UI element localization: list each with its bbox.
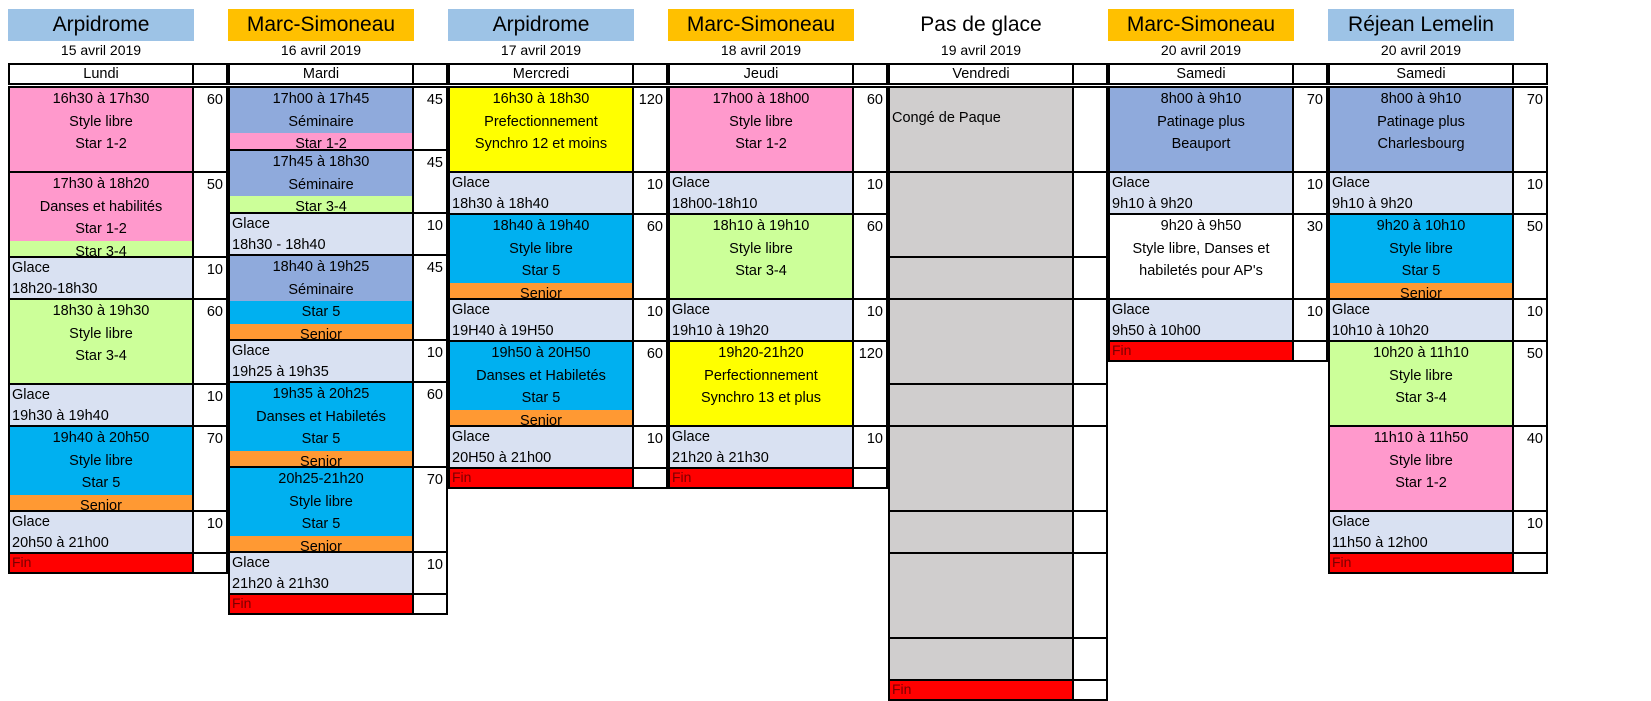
ice-label: 18h30 à 18h40 (452, 196, 549, 212)
session-label: Senior (1328, 283, 1514, 301)
duration-cell: 60 (412, 381, 448, 468)
venue-title: Marc-Simoneau (668, 9, 854, 41)
duration-cell: 10 (412, 339, 448, 383)
session-time: 18h30 à 19h30 (52, 303, 150, 319)
duration-cell: 10 (1292, 171, 1328, 215)
session-time: 20h25-21h20 (278, 471, 364, 487)
day-header-duration (1292, 63, 1328, 85)
duration-cell: 120 (632, 86, 668, 173)
duration-cell (1512, 552, 1548, 574)
session-label: Style libre (509, 240, 573, 257)
ice-label: 18h30 - 18h40 (232, 237, 326, 253)
session-label: Style libre (1389, 367, 1453, 384)
venue-title: Pas de glace (920, 13, 1042, 36)
ice-label: 19h25 à 19h35 (232, 364, 329, 380)
duration-cell: 60 (192, 86, 228, 173)
session-label: Perfectionnement (704, 367, 818, 384)
session-block (228, 86, 414, 151)
duration-cell: 10 (632, 171, 668, 215)
ice-label: 9h50 à 10h00 (1112, 323, 1201, 339)
session-label: Star 5 (521, 390, 561, 406)
session-block (1328, 340, 1514, 427)
session-time: 16h30 à 17h30 (52, 91, 150, 107)
duration-cell: 120 (852, 340, 888, 427)
session-time: 18h40 à 19h25 (272, 259, 370, 275)
session-block (228, 149, 414, 214)
session-label: Danses et Habiletés (256, 408, 386, 425)
venue-title: Réjean Lemelin (1328, 9, 1514, 41)
session-label: Star 5 (228, 301, 414, 324)
ice-label: Glace (672, 302, 710, 318)
session-label: Star 3-4 (228, 196, 414, 214)
session-time: 9h20 à 9h50 (1160, 218, 1242, 234)
duration-cell: 50 (192, 171, 228, 258)
session-time: 18h40 à 19h40 (492, 218, 590, 234)
session-label: Style libre (69, 452, 133, 469)
date-label: 16 avril 2019 (280, 42, 362, 58)
duration-cell (632, 467, 668, 489)
duration-cell: 10 (632, 298, 668, 342)
ice-label: Glace (1332, 302, 1370, 318)
ice-resurfacing-block (668, 298, 854, 342)
ice-label: Glace (232, 555, 270, 571)
duration-cell: 30 (1292, 213, 1328, 300)
ice-resurfacing-block (1328, 298, 1514, 342)
duration-cell (1072, 383, 1108, 427)
session-label: Star 3-4 (1395, 390, 1447, 406)
session-block (448, 340, 634, 427)
session-label: Star 5 (301, 516, 341, 532)
ice-label: Glace (672, 429, 710, 445)
ice-label: 21h20 à 21h30 (672, 450, 769, 466)
session-time: 17h30 à 18h20 (52, 176, 150, 192)
session-time: 19h50 à 20H50 (491, 345, 591, 361)
session-label: Patinage plus (1157, 113, 1245, 130)
session-block (1328, 213, 1514, 300)
duration-cell: 60 (852, 86, 888, 173)
ice-resurfacing-block (1328, 171, 1514, 215)
duration-cell: 10 (192, 383, 228, 427)
ice-label: Glace (12, 260, 50, 276)
duration-cell: 10 (1512, 298, 1548, 342)
session-label: Danses et habilités (39, 198, 163, 215)
venue-title: Arpidrome (448, 9, 634, 41)
duration-cell (192, 552, 228, 574)
ice-label: Glace (1112, 302, 1150, 318)
session-label: Star 3-4 (735, 263, 787, 279)
day-header: Mardi (228, 63, 414, 85)
day-header: Lundi (8, 63, 194, 85)
ice-resurfacing-block (668, 171, 854, 215)
session-label: Prefectionnement (484, 113, 598, 130)
duration-cell: 70 (1292, 86, 1328, 173)
closed-block (888, 256, 1074, 300)
ice-label: Glace (232, 216, 270, 232)
session-time: 19h20-21h20 (718, 345, 804, 361)
session-time: Séminaire (288, 113, 354, 130)
duration-cell: 10 (852, 171, 888, 215)
ice-resurfacing-block (8, 256, 194, 300)
closed-block (888, 298, 1074, 385)
session-label: Star 3-4 (8, 241, 194, 259)
ice-resurfacing-block (1108, 171, 1294, 215)
duration-cell (1072, 510, 1108, 554)
ice-label: 18h20-18h30 (12, 281, 98, 297)
date-label: 17 avril 2019 (500, 42, 582, 58)
day-header: Samedi (1108, 63, 1294, 85)
session-time: 11h10 à 11h50 (1373, 430, 1469, 446)
day-header-duration (852, 63, 888, 85)
ice-label: Glace (12, 387, 50, 403)
duration-cell: 60 (632, 213, 668, 300)
session-block (8, 298, 194, 385)
duration-cell (1072, 637, 1108, 681)
duration-cell: 40 (1512, 425, 1548, 512)
venue-title: Marc-Simoneau (1108, 9, 1294, 41)
duration-cell: 10 (192, 510, 228, 554)
duration-cell: 45 (412, 149, 448, 214)
ice-label: 19h10 à 19h20 (672, 323, 769, 339)
session-block (1108, 86, 1294, 173)
fin-row: Fin (1108, 340, 1294, 362)
session-time: 17h00 à 18h00 (712, 91, 810, 107)
duration-cell: 50 (1512, 340, 1548, 427)
day-header-duration (1072, 63, 1108, 85)
session-time: 19h40 à 20h50 (52, 430, 150, 446)
session-label: Senior (228, 451, 414, 469)
duration-cell: 10 (412, 551, 448, 595)
duration-cell: 70 (1512, 86, 1548, 173)
ice-resurfacing-block (448, 298, 634, 342)
duration-cell: 45 (412, 254, 448, 341)
fin-row: Fin (448, 467, 634, 489)
session-label: Star 1-2 (1395, 475, 1447, 491)
ice-label: Glace (1112, 175, 1150, 191)
session-block (668, 86, 854, 173)
fin-row: Fin (228, 593, 414, 615)
ice-label: 9h10 à 9h20 (1112, 196, 1193, 212)
session-label: habiletés pour AP's (1139, 263, 1263, 279)
duration-cell (1072, 552, 1108, 639)
duration-cell: 60 (632, 340, 668, 427)
ice-label: Glace (452, 429, 490, 445)
duration-cell (1072, 171, 1108, 258)
ice-resurfacing-block (1328, 510, 1514, 554)
session-label: Star 1-2 (75, 221, 127, 237)
session-block (448, 86, 634, 173)
date-label: 20 avril 2019 (1160, 42, 1242, 58)
session-label: Star 5 (81, 475, 121, 491)
session-label: Star 1-2 (228, 133, 414, 151)
duration-cell (1292, 340, 1328, 362)
duration-cell: 50 (1512, 213, 1548, 300)
fin-row: Fin (8, 552, 194, 574)
session-label: Synchro 12 et moins (474, 136, 608, 152)
ice-label: Glace (452, 175, 490, 191)
ice-label: 18h00-18h10 (672, 196, 758, 212)
session-block (8, 425, 194, 512)
day-header-duration (192, 63, 228, 85)
duration-cell (852, 467, 888, 489)
duration-cell: 10 (1512, 171, 1548, 215)
session-time: 9h20 à 10h10 (1376, 218, 1466, 234)
closed-block (888, 383, 1074, 427)
duration-cell: 60 (852, 213, 888, 300)
session-label: Charlesbourg (1377, 136, 1465, 152)
session-block (668, 340, 854, 427)
session-block (228, 466, 414, 553)
session-label: Beauport (1171, 136, 1231, 152)
ice-label: Glace (672, 175, 710, 191)
session-time: 10h20 à 11h10 (1373, 345, 1469, 361)
session-label: Star 5 (301, 431, 341, 447)
ice-label: Glace (1332, 514, 1370, 530)
duration-cell: 10 (632, 425, 668, 469)
ice-label: 11h50 à 12h00 (1332, 535, 1428, 551)
session-label: Style libre (69, 325, 133, 342)
ice-resurfacing-block (8, 510, 194, 554)
fin-row: Fin (668, 467, 854, 489)
session-time: 17h45 à 18h30 (272, 154, 370, 170)
closed-note: Congé de Paque (892, 110, 1001, 126)
venue-title: Arpidrome (8, 9, 194, 41)
day-header: Mercredi (448, 63, 634, 85)
ice-label: 9h10 à 9h20 (1332, 196, 1413, 212)
session-label: Star 5 (521, 263, 561, 279)
ice-label: Glace (12, 514, 50, 530)
session-label: Synchro 13 et plus (700, 390, 822, 406)
date-label: 15 avril 2019 (60, 42, 142, 58)
closed-block (888, 637, 1074, 681)
session-label: Senior (448, 283, 634, 301)
duration-cell: 10 (852, 298, 888, 342)
duration-cell: 10 (192, 256, 228, 300)
ice-label: 20h50 à 21h00 (12, 535, 109, 551)
duration-cell: 70 (192, 425, 228, 512)
session-time: 16h30 à 18h30 (492, 91, 590, 107)
duration-cell: 45 (412, 86, 448, 151)
session-label: Star 5 (1401, 263, 1441, 279)
session-block (8, 171, 194, 258)
ice-resurfacing-block (1108, 298, 1294, 342)
ice-resurfacing-block (8, 383, 194, 427)
ice-label: Glace (232, 343, 270, 359)
session-time: 8h00 à 9h10 (1380, 91, 1462, 107)
day-header-duration (1512, 63, 1548, 85)
fin-row: Fin (888, 679, 1074, 701)
date-label: 18 avril 2019 (720, 42, 802, 58)
day-header: Jeudi (668, 63, 854, 85)
ice-resurfacing-block (448, 425, 634, 469)
session-time: 19h35 à 20h25 (272, 386, 370, 402)
session-label: Style libre (729, 113, 793, 130)
duration-cell (1072, 298, 1108, 385)
duration-cell: 10 (1292, 298, 1328, 342)
day-header-duration (412, 63, 448, 85)
duration-cell (1072, 425, 1108, 512)
duration-cell (1072, 256, 1108, 300)
duration-cell: 60 (192, 298, 228, 385)
ice-resurfacing-block (448, 171, 634, 215)
session-label: Star 1-2 (75, 136, 127, 152)
duration-cell: 10 (1512, 510, 1548, 554)
session-label: Star 1-2 (735, 136, 787, 152)
session-block (228, 254, 414, 341)
session-block (668, 213, 854, 300)
ice-resurfacing-block (228, 339, 414, 383)
date-label: 20 avril 2019 (1380, 42, 1462, 58)
session-label: Style libre, Danses et (1132, 240, 1270, 257)
closed-block (888, 552, 1074, 639)
ice-label: 19H40 à 19H50 (452, 323, 554, 339)
session-time: 17h00 à 17h45 (272, 91, 370, 107)
session-label: Senior (228, 324, 414, 342)
session-label: Style libre (69, 113, 133, 130)
ice-resurfacing-block (228, 551, 414, 595)
ice-label: 10h10 à 10h20 (1332, 323, 1429, 339)
venue-title: Marc-Simoneau (228, 9, 414, 41)
session-label: Style libre (1389, 452, 1453, 469)
day-header: Vendredi (888, 63, 1074, 85)
fin-row: Fin (1328, 552, 1514, 574)
session-block (448, 213, 634, 300)
session-label: Style libre (729, 240, 793, 257)
ice-label: 19h30 à 19h40 (12, 408, 109, 424)
closed-block (888, 425, 1074, 512)
day-header-duration (632, 63, 668, 85)
session-label: Senior (8, 495, 194, 513)
session-time: 18h10 à 19h10 (712, 218, 810, 234)
duration-cell (412, 593, 448, 615)
session-time: Séminaire (288, 176, 354, 193)
duration-cell: 10 (852, 425, 888, 469)
session-time: 8h00 à 9h10 (1160, 91, 1242, 107)
session-label: Patinage plus (1377, 113, 1465, 130)
duration-cell (1072, 679, 1108, 701)
session-block (1108, 213, 1294, 300)
session-label: Style libre (1389, 240, 1453, 257)
ice-label: 21h20 à 21h30 (232, 576, 329, 592)
session-label: Style libre (289, 493, 353, 510)
session-block (228, 381, 414, 468)
ice-resurfacing-block (668, 425, 854, 469)
ice-label: Glace (452, 302, 490, 318)
ice-label: Glace (1332, 175, 1370, 191)
closed-block (888, 171, 1074, 258)
date-label: 19 avril 2019 (940, 42, 1022, 58)
closed-block (888, 510, 1074, 554)
session-label: Danses et Habiletés (476, 367, 606, 384)
duration-cell: 70 (412, 466, 448, 553)
session-label: Senior (448, 410, 634, 428)
duration-cell: 10 (412, 212, 448, 256)
session-time: Séminaire (288, 281, 354, 298)
session-label: Star 3-4 (75, 348, 127, 364)
session-block (8, 86, 194, 173)
ice-resurfacing-block (228, 212, 414, 256)
session-block (1328, 86, 1514, 173)
ice-label: 20H50 à 21h00 (452, 450, 552, 466)
day-header: Samedi (1328, 63, 1514, 85)
session-block (1328, 425, 1514, 512)
session-label: Senior (228, 536, 414, 554)
